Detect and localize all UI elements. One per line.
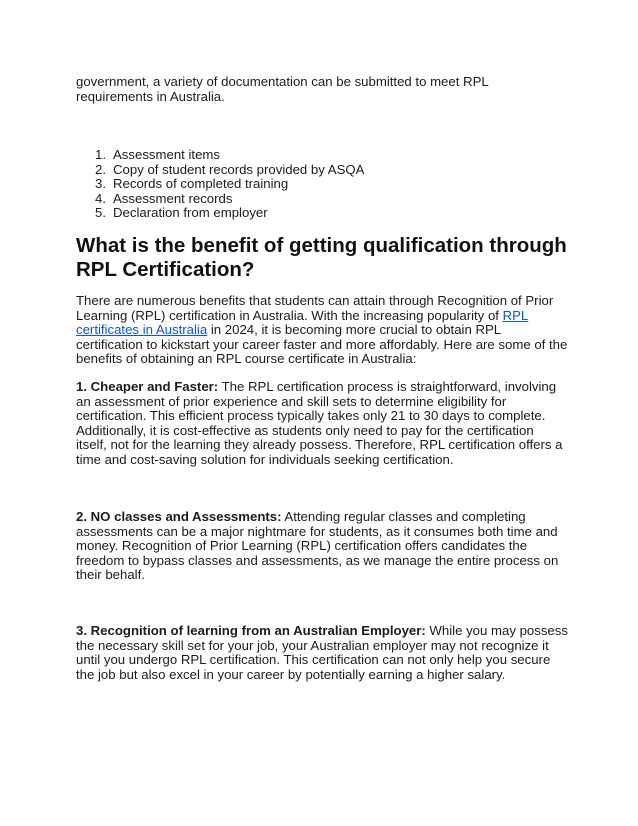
section-heading: What is the benefit of getting qualification through RPL Certification?	[76, 234, 567, 281]
list-item-text: Assessment items	[113, 147, 220, 162]
list-number: 5.	[95, 205, 106, 221]
benefit-title: 3. Recognition of learning from an Australian Employer:	[76, 623, 426, 638]
benefit-body: The RPL certification process is straightforward, involving an assessment of prior experience and skill sets to determine eligibility for certification. This efficient process typically takes only 21 to 30 days to complete. Additionally, it is cost-effective as students only need to pay for the certification itself, not for the learning they already possess. Therefore, RPL certification offers a time and cost-saving solution for individuals seeking certification.	[76, 379, 563, 467]
benefit-title: 2. NO classes and Assessments:	[76, 509, 282, 524]
list-item-text: Declaration from employer	[113, 205, 268, 221]
list-item-text: Records of completed training	[113, 176, 289, 192]
intro-text-end: in 2024, it is becoming more crucial to obtain RPL certification to kickstart your career faster and more affordably. Here are some of the benefits of obtaining an RPL course certificate in Australia:	[76, 322, 568, 367]
list-item	[76, 192, 364, 207]
lead-paragraph: government, a variety of documentation can be submitted to meet RPL requirements in Australia.	[76, 74, 489, 104]
benefit-title: 1. Cheaper and Faster:	[76, 379, 219, 394]
benefit-body: While you may possess the necessary skill set for your job, your Australian employer may not recognize it until you undergo RPL certification. This certification can not only help you secure the job but also excel in your career by potentially earning a higher salary.	[76, 623, 568, 682]
list-number: 1.	[95, 147, 106, 162]
list-number: 4.	[95, 190, 106, 206]
benefit-paragraph-employer-recognition	[76, 624, 568, 682]
list-item-text: Copy of student records provided by ASQA	[113, 161, 365, 177]
list-item	[76, 206, 364, 221]
intro-paragraph	[76, 294, 568, 367]
list-number: 3.	[95, 176, 106, 192]
list-item-text: Assessment records	[113, 190, 233, 206]
benefit-body: Attending regular classes and completing assessments can be a major nightmare for students, as it consumes both time and money. Recognition of Prior Learning (RPL) certification offers candidates the freedom to bypass classes and assessments, as we manage the entire process on their behalf.	[76, 509, 559, 583]
list-item	[76, 177, 364, 192]
rpl-certificates-link[interactable]: RPL certificates in Australia	[76, 307, 529, 338]
list-number: 2.	[95, 161, 106, 177]
benefit-paragraph-cheaper-faster	[76, 380, 568, 468]
intro-text-start: There are numerous benefits that students can attain through Recognition of Prior Learning (RPL) certification in Australia. With the increasing popularity of	[76, 293, 554, 323]
list-item	[76, 148, 364, 163]
documentation-list	[76, 148, 364, 221]
list-item	[76, 163, 364, 178]
benefit-paragraph-no-classes	[76, 510, 568, 583]
